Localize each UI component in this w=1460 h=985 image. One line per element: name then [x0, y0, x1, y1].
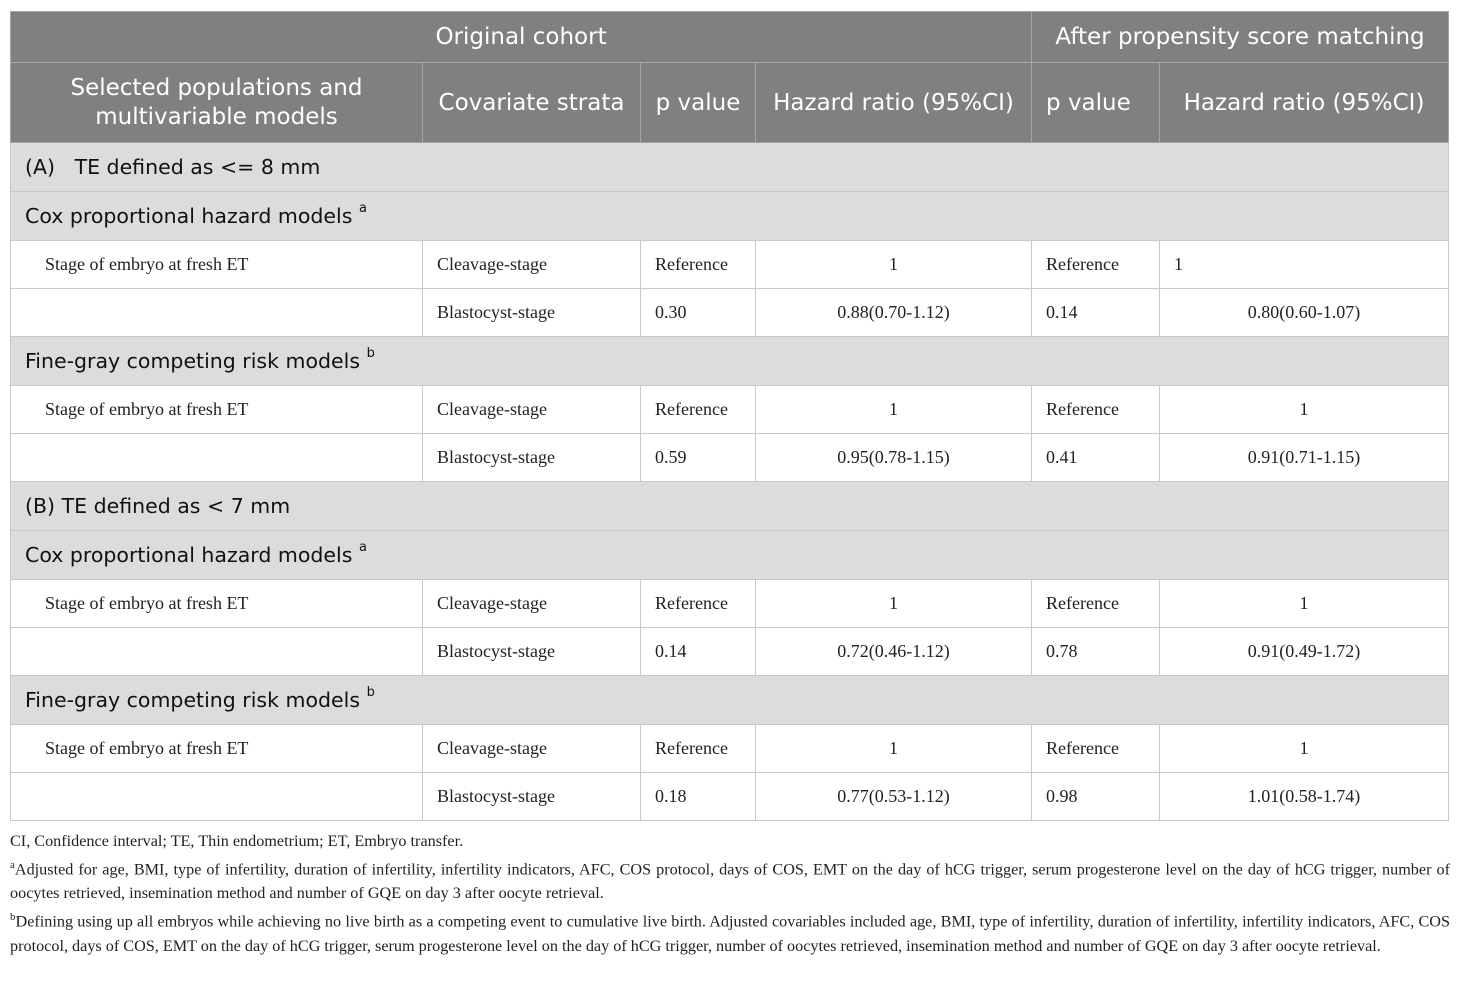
column-header-hr-matched: Hazard ratio (95%CI)	[1160, 63, 1449, 143]
footnote-b	[10, 905, 1450, 957]
section-title	[11, 143, 1449, 192]
table-row	[11, 289, 1449, 337]
cell-p-value-original: Reference	[641, 241, 756, 289]
cell-hazard-ratio-original: 0.88(0.70-1.12)	[756, 289, 1032, 337]
model-title-text: Cox proportional hazard models	[25, 204, 353, 228]
cell-hazard-ratio-matched: 0.80(0.60-1.07)	[1160, 289, 1449, 337]
cell-p-value-original: 0.14	[641, 628, 756, 676]
footnote-b-mark: b	[10, 911, 16, 924]
column-header-strata: Covariate strata	[423, 63, 641, 143]
footnote-b-text: Defining using up all embryos while achieving no live birth as a competing event to cumulative live birth. Adjusted covariables included age, BMI, type of infertility, duration of infertility, infertility indicators, AFC, COS protocol, days of COS, EMT on the day of hCG trigger, serum progesterone level on the day of hCG trigger, number of oocytes retrieved, insemination method and number of GQE on day 3 after oocyte retrieval.	[10, 912, 1450, 955]
cell-hazard-ratio-original: 0.95(0.78-1.15)	[756, 434, 1032, 482]
group-header-row	[11, 12, 1449, 63]
column-header-row	[11, 63, 1449, 143]
cell-covariate-strata: Blastocyst-stage	[423, 434, 641, 482]
group-header-original: Original cohort	[11, 12, 1032, 63]
model-title	[11, 192, 1449, 241]
table-row	[11, 725, 1449, 773]
cell-p-value-matched: Reference	[1032, 580, 1160, 628]
column-header-hr-original: Hazard ratio (95%CI)	[756, 63, 1032, 143]
results-table	[10, 11, 1449, 821]
cell-p-value-matched: 0.41	[1032, 434, 1160, 482]
model-title	[11, 531, 1449, 580]
section-header-row	[11, 143, 1449, 192]
cell-hazard-ratio-original: 0.72(0.46-1.12)	[756, 628, 1032, 676]
table-row	[11, 773, 1449, 821]
cell-population: Stage of embryo at fresh ET	[11, 386, 423, 434]
model-header-row	[11, 531, 1449, 580]
footnote-a-mark: a	[10, 859, 15, 871]
results-table-container	[10, 11, 1448, 821]
cell-p-value-original: 0.30	[641, 289, 756, 337]
column-header-p-matched: p value	[1032, 63, 1160, 143]
group-header-matched: After propensity score matching	[1032, 12, 1449, 63]
cell-hazard-ratio-original: 1	[756, 386, 1032, 434]
model-title-text: Fine-gray competing risk models	[25, 349, 361, 373]
cell-p-value-matched: Reference	[1032, 241, 1160, 289]
cell-hazard-ratio-matched: 0.91(0.49-1.72)	[1160, 628, 1449, 676]
column-header-population	[11, 63, 423, 143]
model-title	[11, 676, 1449, 725]
model-title	[11, 337, 1449, 386]
cell-p-value-matched: 0.78	[1032, 628, 1160, 676]
cell-p-value-matched: Reference	[1032, 725, 1160, 773]
cell-covariate-strata: Cleavage-stage	[423, 580, 641, 628]
cell-p-value-matched: 0.98	[1032, 773, 1160, 821]
cell-p-value-original: 0.18	[641, 773, 756, 821]
table-footnotes	[10, 829, 1450, 958]
cell-p-value-matched: Reference	[1032, 386, 1160, 434]
cell-population	[11, 434, 423, 482]
cell-p-value-original: Reference	[641, 580, 756, 628]
cell-population	[11, 289, 423, 337]
cell-hazard-ratio-original: 1	[756, 241, 1032, 289]
table-row	[11, 628, 1449, 676]
cell-covariate-strata: Cleavage-stage	[423, 386, 641, 434]
cell-hazard-ratio-original: 1	[756, 580, 1032, 628]
model-header-row	[11, 676, 1449, 725]
section-title-text: (B) TE defined as < 7 mm	[25, 494, 291, 518]
cell-population	[11, 628, 423, 676]
cell-covariate-strata: Cleavage-stage	[423, 725, 641, 773]
cell-covariate-strata: Blastocyst-stage	[423, 628, 641, 676]
table-body	[11, 143, 1449, 821]
cell-hazard-ratio-matched: 1	[1160, 725, 1449, 773]
cell-population: Stage of embryo at fresh ET	[11, 241, 423, 289]
cell-covariate-strata: Cleavage-stage	[423, 241, 641, 289]
cell-hazard-ratio-matched: 0.91(0.71-1.15)	[1160, 434, 1449, 482]
cell-hazard-ratio-original: 1	[756, 725, 1032, 773]
cell-p-value-original: Reference	[641, 386, 756, 434]
column-header-population-line2: multivariable models	[95, 103, 338, 130]
table-row	[11, 434, 1449, 482]
cell-population	[11, 773, 423, 821]
model-footnote-mark: a	[358, 201, 367, 217]
column-header-p-original: p value	[641, 63, 756, 143]
cell-hazard-ratio-original: 0.77(0.53-1.12)	[756, 773, 1032, 821]
section-title	[11, 482, 1449, 531]
table-row	[11, 580, 1449, 628]
cell-population: Stage of embryo at fresh ET	[11, 580, 423, 628]
cell-p-value-original: Reference	[641, 725, 756, 773]
footnote-abbreviations: CI, Confidence interval; TE, Thin endometrium; ET, Embryo transfer.	[10, 832, 464, 850]
cell-hazard-ratio-matched: 1.01(0.58-1.74)	[1160, 773, 1449, 821]
section-title-text: (A) TE defined as <= 8 mm	[25, 155, 321, 179]
table-row	[11, 386, 1449, 434]
model-footnote-mark: b	[366, 685, 375, 701]
footnote-a	[10, 853, 1450, 905]
model-footnote-mark: b	[366, 346, 375, 362]
model-title-text: Fine-gray competing risk models	[25, 688, 361, 712]
model-header-row	[11, 337, 1449, 386]
column-header-population-line1: Selected populations and	[70, 74, 363, 101]
cell-p-value-matched: 0.14	[1032, 289, 1160, 337]
cell-hazard-ratio-matched: 1	[1160, 580, 1449, 628]
footnote-a-text: Adjusted for age, BMI, type of infertility, duration of infertility, infertility indicators, AFC, COS protocol, days of COS, EMT on the day of hCG trigger, serum progesterone level on the day of hCG trigger, number of oocytes retrieved, insemination method and number of GQE on day 3 after oocyte retrieval.	[10, 860, 1450, 903]
cell-hazard-ratio-matched: 1	[1160, 241, 1449, 289]
table-row	[11, 241, 1449, 289]
section-header-row	[11, 482, 1449, 531]
model-footnote-mark: a	[358, 540, 367, 556]
cell-covariate-strata: Blastocyst-stage	[423, 289, 641, 337]
cell-covariate-strata: Blastocyst-stage	[423, 773, 641, 821]
model-header-row	[11, 192, 1449, 241]
cell-hazard-ratio-matched: 1	[1160, 386, 1449, 434]
cell-p-value-original: 0.59	[641, 434, 756, 482]
cell-population: Stage of embryo at fresh ET	[11, 725, 423, 773]
model-title-text: Cox proportional hazard models	[25, 543, 353, 567]
